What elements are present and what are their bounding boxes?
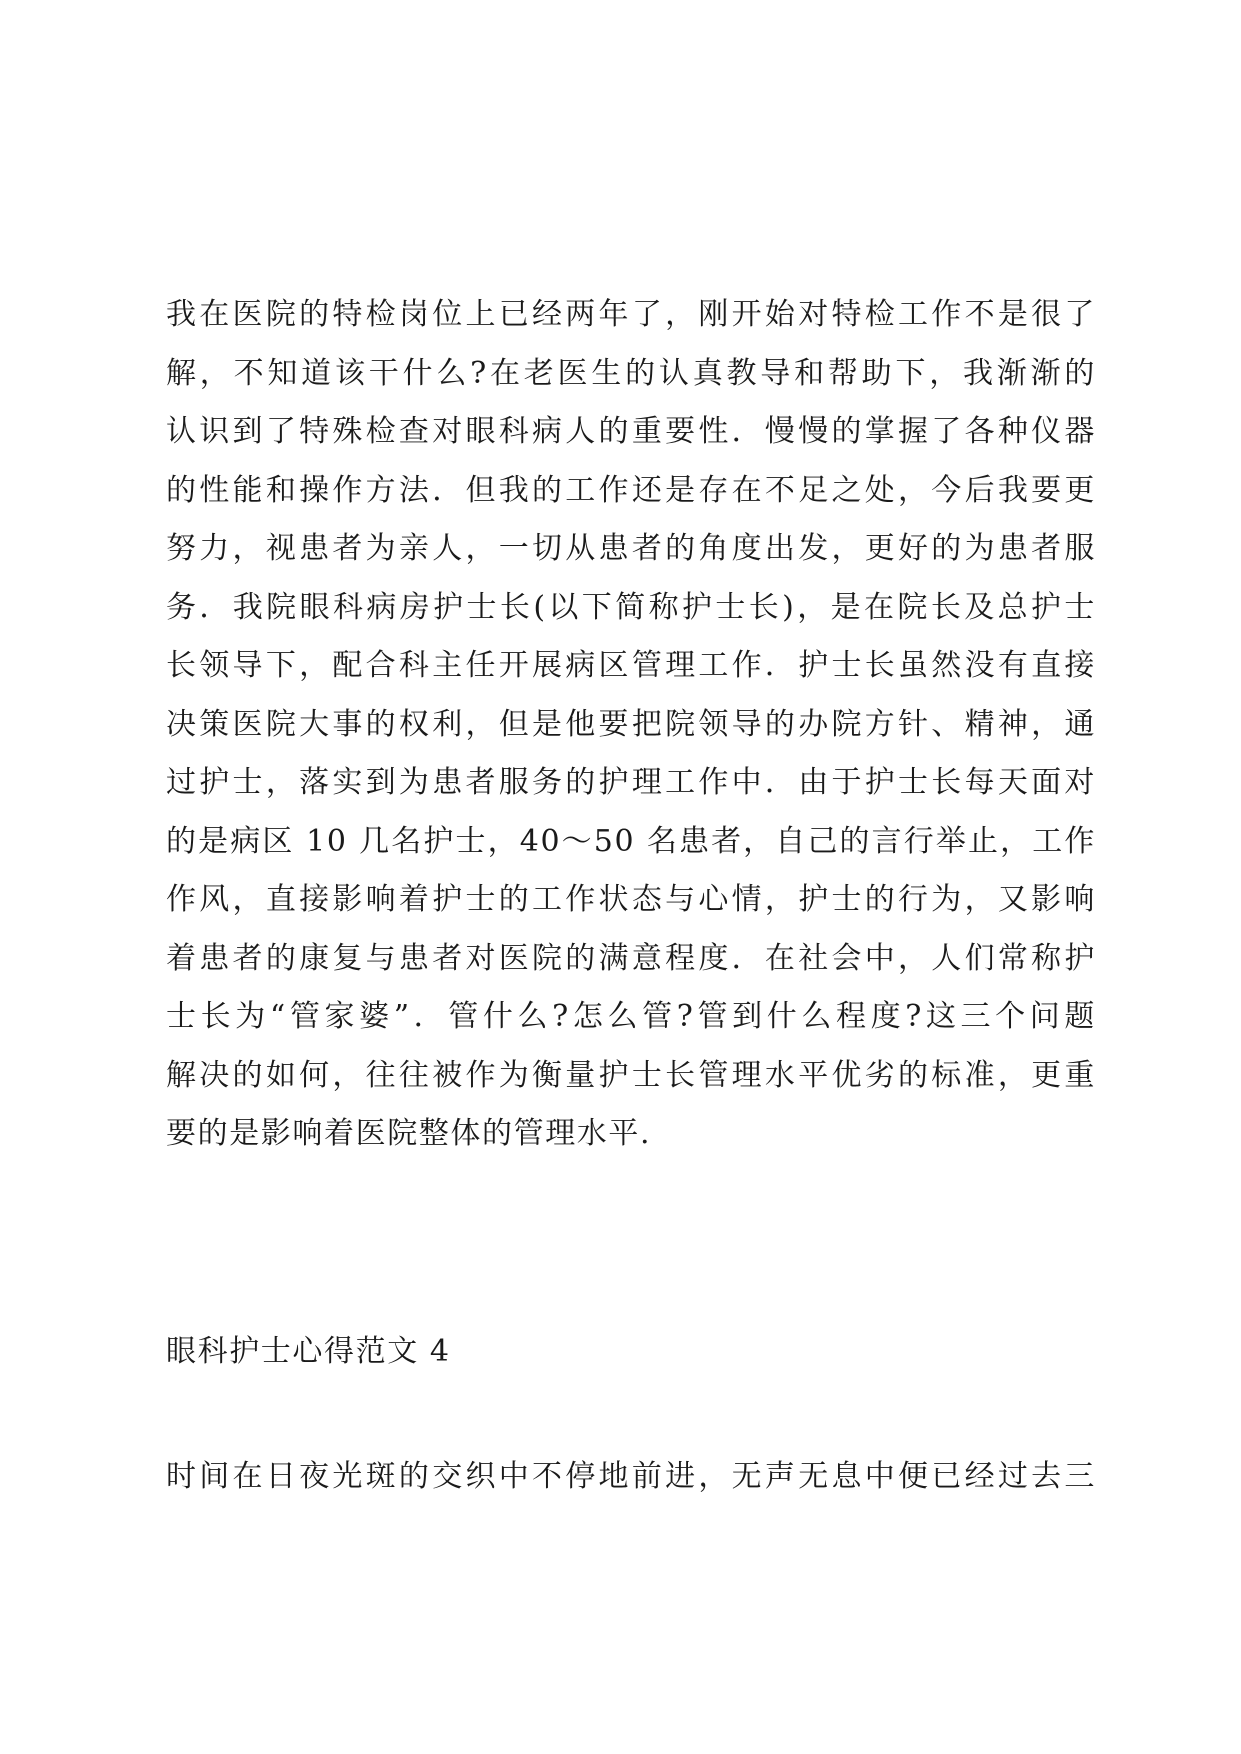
paragraph-line: 时间在日夜光斑的交织中不停地前进，无声无息中便已经过去三 [166,1459,1096,1494]
body-paragraph [166,1448,1096,1507]
paragraph-line: 的是病区 10 几名护士，40～50 名患者，自己的言行举止，工作 [166,823,1096,859]
paragraph-line: 务．我院眼科病房护士长(以下简称护士长)，是在院长及总护士 [166,589,1096,625]
paragraph-line: 我在医院的特检岗位上已经两年了，刚开始对特检工作不是很了 [166,297,1096,332]
paragraph-line: 认识到了特殊检查对眼科病人的重要性．慢慢的掌握了各种仪器 [166,414,1096,449]
paragraph-line: 着患者的康复与患者对医院的满意程度．在社会中，人们常称护 [166,940,1096,976]
paragraph-line: 过护士，落实到为患者服务的护理工作中．由于护士长每天面对 [166,765,1096,800]
paragraph-line: 士长为“管家婆”．管什么?怎么管?管到什么程度?这三个问题 [166,999,1096,1034]
paragraph-line: 努力，视患者为亲人，一切从患者的角度出发，更好的为患者服 [166,531,1096,566]
paragraph-line: 的性能和操作方法．但我的工作还是存在不足之处，今后我要更 [166,472,1096,508]
paragraph-line: 解决的如何，往往被作为衡量护士长管理水平优劣的标准，更重 [166,1057,1096,1093]
paragraph-line: 要的是影响着医院整体的管理水平. [166,1116,652,1151]
heading-text: 眼科护士心得范文 4 [166,1334,451,1369]
body-paragraph [166,286,1096,1164]
paragraph-line: 长领导下，配合科主任开展病区管理工作．护士长虽然没有直接 [166,648,1096,683]
paragraph-line: 作风，直接影响着护士的工作状态与心情，护士的行为，又影响 [166,882,1096,917]
paragraph-line: 解，不知道该干什么?在老医生的认真教导和帮助下，我渐渐的 [166,355,1096,391]
section-heading [166,1323,1096,1382]
paragraph-line: 决策医院大事的权利，但是他要把院领导的办院方针、精神，通 [166,706,1096,742]
